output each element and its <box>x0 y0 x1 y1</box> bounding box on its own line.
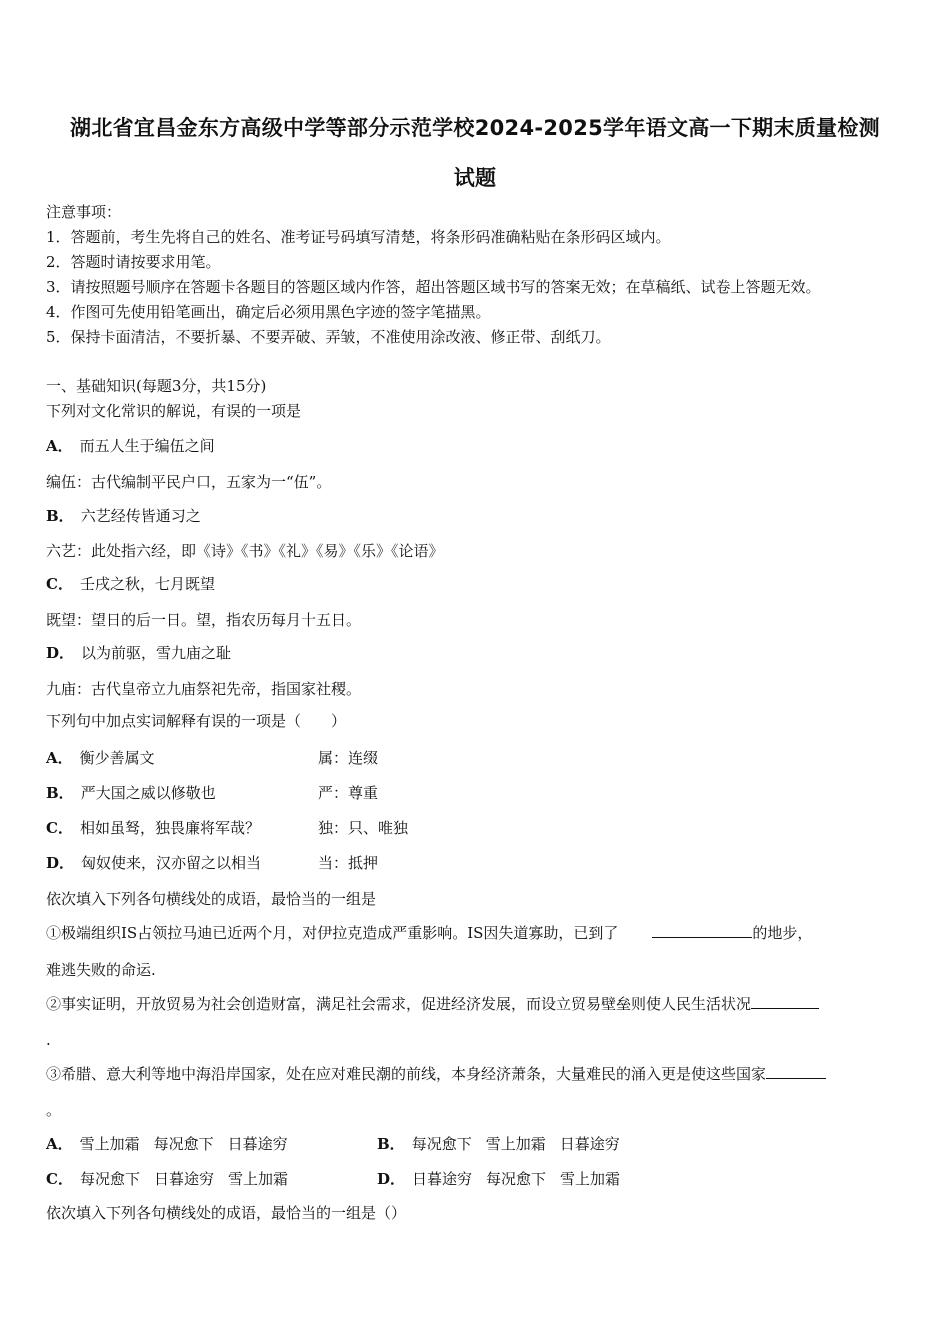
question-stem: 下列句中加点实词解释有误的一项是（ ） <box>46 712 347 730</box>
option-letter: A． <box>46 437 73 455</box>
option-letter: D． <box>46 644 75 662</box>
sentence-text: ②事实证明，开放贸易为社会创造财富，满足社会需求，促进经济发展，而设立贸易壁垒则使人民生活状况 <box>46 995 752 1013</box>
option-letter: C． <box>46 1170 73 1188</box>
option-text: 衡少善属文 <box>79 749 155 767</box>
option-note: 九庙：古代皇帝立九庙祭祀先帝，指国家社稷。 <box>46 680 362 698</box>
option-letter: C． <box>46 575 73 593</box>
sentence-3-end: 。 <box>46 1101 62 1119</box>
option-text: 以为前驱，雪九庙之耻 <box>81 644 232 662</box>
option-item: 日暮途穷 <box>559 1135 620 1153</box>
option-text: 壬戌之秋，七月既望 <box>79 575 215 593</box>
option-gloss: 当：抵押 <box>318 854 379 872</box>
option-item: 雪上加霜 <box>227 1170 288 1188</box>
option-item: 日暮途穷 <box>153 1170 214 1188</box>
sentence-text: ①极端组织IS占领拉马迪已近两个月，对伊拉克造成严重影响。IS因失道寡助，已到了 <box>46 924 619 942</box>
notice-item: 3．请按照题号顺序在答题卡各题目的答题区域内作答，超出答题区域书写的答案无效；在草稿纸、试卷上答题无效。 <box>46 278 821 296</box>
notice-item: 5．保持卡面清洁，不要折暴、不要弄破、弄皱，不准使用涂改液、修正带、刮纸刀。 <box>46 328 611 346</box>
option-letter: C． <box>46 819 73 837</box>
option-letter: A． <box>46 1135 73 1153</box>
option-note: 编伍：古代编制平民户口，五家为一“伍”。 <box>46 473 332 491</box>
option-d <box>377 1169 634 1189</box>
sentence-2-end: . <box>46 1031 51 1049</box>
option-b <box>46 506 201 526</box>
option-c <box>46 818 260 838</box>
option-d <box>46 643 231 663</box>
option-gloss: 严：尊重 <box>318 784 379 802</box>
option-gloss: 独：只、唯独 <box>318 819 409 837</box>
option-text: 而五人生于编伍之间 <box>79 437 215 455</box>
sentence-2 <box>46 994 819 1014</box>
option-item: 每况愈下 <box>79 1170 140 1188</box>
option-item: 每况愈下 <box>411 1135 472 1153</box>
option-c <box>46 574 215 594</box>
answer-blank <box>652 923 752 938</box>
option-a <box>46 1134 302 1154</box>
option-a <box>46 436 215 456</box>
option-letter: B． <box>46 507 74 525</box>
option-text: 相如虽驽，独畏廉将军哉？ <box>79 819 260 837</box>
option-a <box>46 748 155 768</box>
sentence-3 <box>46 1064 826 1084</box>
question-stem: 下列对文化常识的解说，有误的一项是 <box>46 402 302 420</box>
option-letter: B． <box>46 784 74 802</box>
option-item: 日暮途穷 <box>412 1170 473 1188</box>
question-stem: 依次填入下列各句横线处的成语，最恰当的一组是（） <box>46 1204 407 1222</box>
option-text: 匈奴使来，汉亦留之以相当 <box>81 854 262 872</box>
option-letter: D． <box>46 854 75 872</box>
answer-blank <box>766 1064 826 1079</box>
option-item: 雪上加霜 <box>560 1170 621 1188</box>
option-note: 既望：望日的后一日。望，指农历每月十五日。 <box>46 611 362 629</box>
notice-item: 2．答题时请按要求用笔。 <box>46 253 221 271</box>
sentence-text: 的地步， <box>752 924 813 942</box>
option-text: 六艺经传皆通习之 <box>80 507 201 525</box>
sentence-1-cont: 难逃失败的命运. <box>46 961 156 979</box>
option-b <box>377 1134 634 1154</box>
option-c <box>46 1169 302 1189</box>
section-heading: 一、基础知识(每题3分，共15分) <box>46 377 267 395</box>
question-stem: 依次填入下列各句横线处的成语，最恰当的一组是 <box>46 890 377 908</box>
option-text: 严大国之威以修敬也 <box>80 784 216 802</box>
page-title: 湖北省宜昌金东方高级中学等部分示范学校2024-2025学年语文高一下期末质量检测 <box>70 116 880 140</box>
option-letter: A． <box>46 749 73 767</box>
option-item: 雪上加霜 <box>79 1135 140 1153</box>
option-d <box>46 853 261 873</box>
option-item: 日暮途穷 <box>227 1135 288 1153</box>
option-letter: B． <box>377 1135 405 1153</box>
notice-item: 4．作图可先使用铅笔画出，确定后必须用黑色字迹的签字笔描黑。 <box>46 303 491 321</box>
sentence-1 <box>46 923 812 943</box>
option-b <box>46 783 216 803</box>
option-item: 雪上加霜 <box>485 1135 546 1153</box>
option-gloss: 属：连缀 <box>318 749 379 767</box>
notice-heading: 注意事项： <box>46 203 122 221</box>
option-letter: D． <box>377 1170 406 1188</box>
option-note: 六艺：此处指六经，即《诗》《书》《礼》《易》《乐》《论语》 <box>46 542 444 560</box>
option-item: 每况愈下 <box>486 1170 547 1188</box>
notice-item: 1．答题前，考生先将自己的姓名、准考证号码填写清楚，将条形码准确粘贴在条形码区域内。 <box>46 228 671 246</box>
page-title-line2: 试题 <box>453 166 497 190</box>
sentence-text: ③希腊、意大利等地中海沿岸国家，处在应对难民潮的前线，本身经济萧条，大量难民的涌入更是使这些国家 <box>46 1065 767 1083</box>
answer-blank <box>751 994 819 1009</box>
option-item: 每况愈下 <box>153 1135 214 1153</box>
